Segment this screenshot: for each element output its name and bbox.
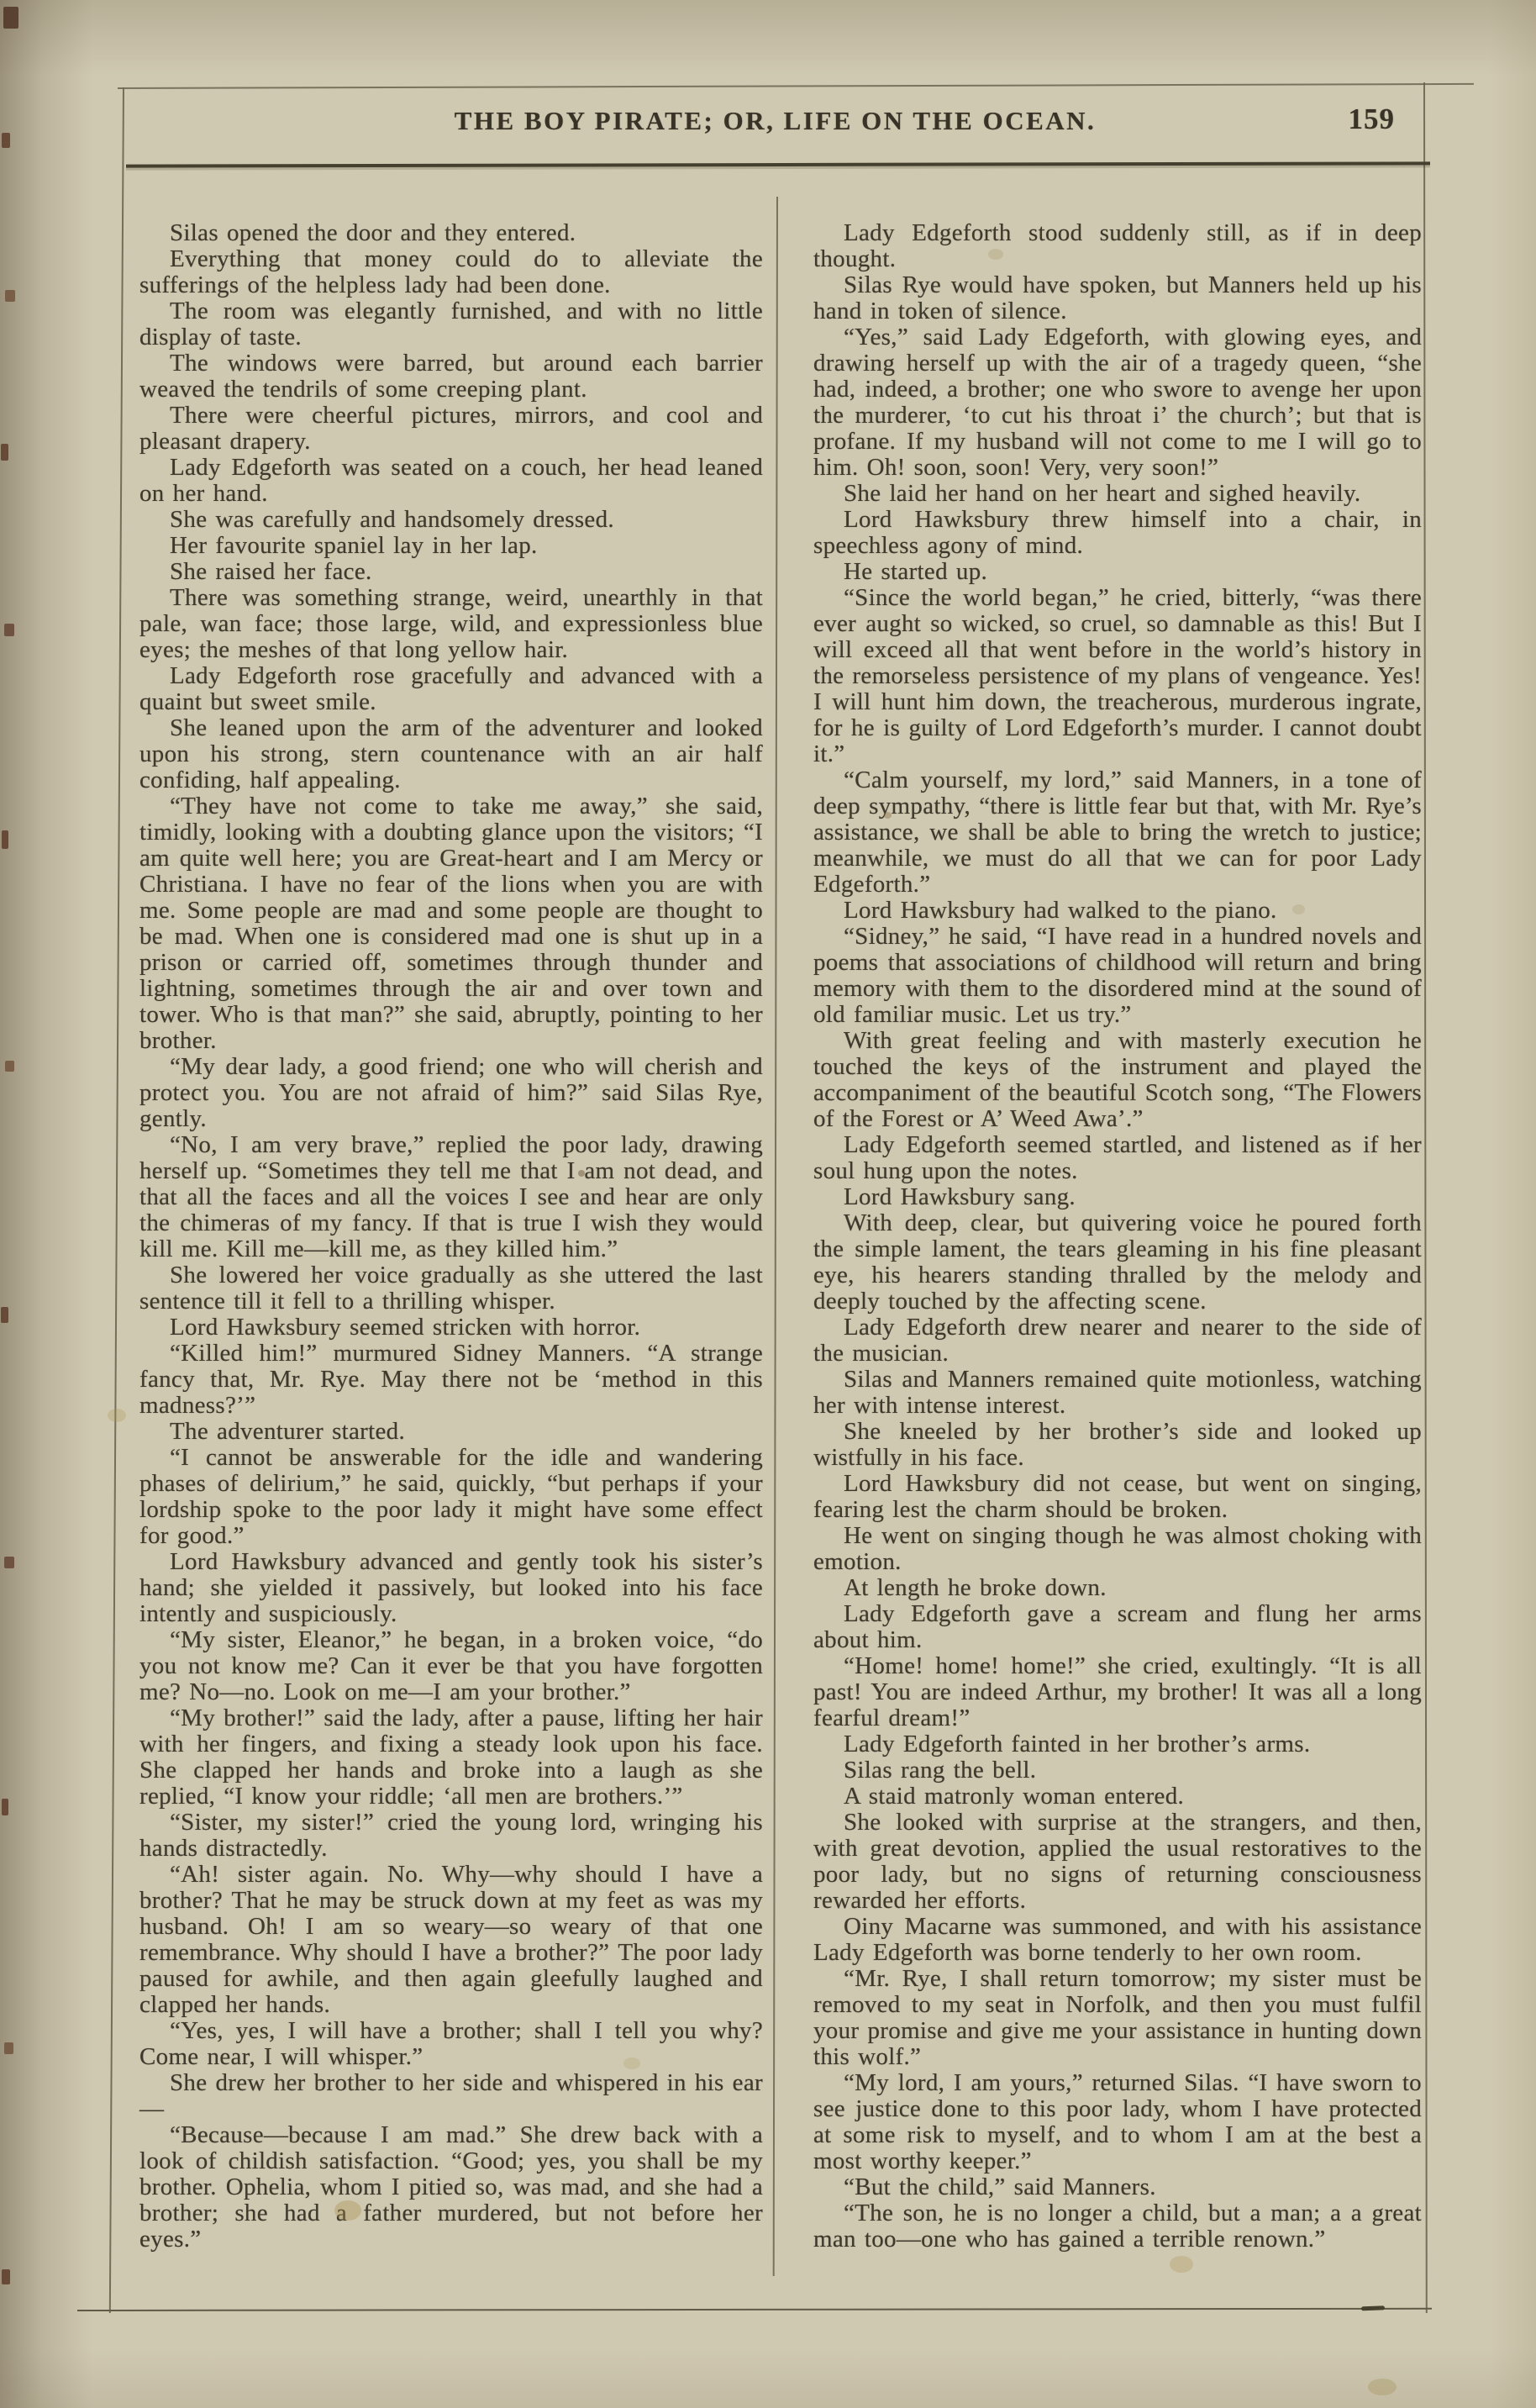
paragraph: “My brother!” said the lady, after a pause, lifting her hair with her fingers, and fixing a steady look upon his face. She clapped her hands and broke into a laugh as she replied, “I know your riddle; ‘all men are brothers.’”: [139, 1705, 763, 1810]
left-text-column: [139, 220, 763, 2253]
paragraph: Silas and Manners remained quite motionless, watching her with intense interest.: [813, 1366, 1422, 1419]
paragraph: She looked with surprise at the strangers, and then, with great devotion, applied the usual restoratives to the poor lady, but no signs of returning consciousness rewarded her efforts.: [813, 1809, 1422, 1914]
edge-mark: [4, 1557, 14, 1568]
paragraph: “No, I am very brave,” replied the poor lady, drawing herself up. “Sometimes they tell me that I am not dead, and that all the faces and all the voices I see and hear are only the chimeras of my fancy. If that is true I wish they would kill me. Kill me—kill me, as they killed him.”: [139, 1131, 763, 1262]
paragraph: At length he broke down.: [844, 1574, 1107, 1601]
paragraph: Her favourite spaniel lay in her lap.: [170, 532, 538, 559]
paragraph: Lady Edgeforth stood suddenly still, as if in deep thought.: [813, 219, 1422, 272]
paragraph: A staid matronly woman entered.: [844, 1783, 1185, 1810]
paragraph: Silas Rye would have spoken, but Manners held up his hand in token of silence.: [813, 271, 1422, 324]
edge-mark: [2, 830, 8, 849]
paragraph: “Home! home! home!” she cried, exultingly. “It is all past! You are indeed Arthur, my brother! It was all a long fearful dream!”: [813, 1652, 1422, 1731]
paragraph: “Sidney,” he said, “I have read in a hundred novels and poems that associations of childhood will return and bring memory with them to the disordered mind at the sound of old familiar music. Let us try.”: [813, 923, 1422, 1028]
paragraph: She laid her hand on her heart and sighed heavily.: [844, 480, 1361, 507]
paragraph: Lady Edgeforth fainted in her brother’s arms.: [844, 1731, 1311, 1757]
paragraph: The windows were barred, but around each barrier weaved the tendrils of some creeping plant.: [139, 350, 763, 403]
paragraph: Lord Hawksbury seemed stricken with horror.: [170, 1314, 641, 1341]
paragraph: “Yes,” said Lady Edgeforth, with glowing eyes, and drawing herself up with the air of a tragedy queen, “she had, indeed, a brother; one who swore to avenge her upon the murderer, ‘to cut his throat i’ the church’; but that is profane. If my husband will not come to me I will go to him. Oh! soon, soon! Very, very soon!”: [813, 324, 1422, 481]
paragraph: “Yes, yes, I will have a brother; shall I tell you why? Come near, I will whisper.”: [139, 2017, 763, 2070]
paragraph: Lord Hawksbury did not cease, but went on singing, fearing lest the charm should be broken.: [813, 1470, 1422, 1523]
right-text-column: [813, 220, 1422, 2253]
page-number: 159: [1348, 103, 1395, 135]
paragraph: The room was elegantly furnished, and with no little display of taste.: [139, 298, 763, 350]
paragraph: With great feeling and with masterly execution he touched the keys of the instrument and played the accompaniment of the beautiful Scotch song, “The Flowers of the Forest or A’ Weed Awa’.”: [813, 1027, 1422, 1132]
paragraph: Lord Hawksbury threw himself into a chair, in speechless agony of mind.: [813, 506, 1422, 559]
paragraph: Oiny Macarne was summoned, and with his assistance Lady Edgeforth was borne tenderly to her own room.: [813, 1913, 1422, 1966]
paragraph: “Sister, my sister!” cried the young lord, wringing his hands distractedly.: [139, 1809, 763, 1862]
paragraph: Lord Hawksbury advanced and gently took his sister’s hand; she yielded it passively, but looked into his face intently and suspiciously.: [139, 1548, 763, 1627]
edge-mark: [4, 2042, 13, 2054]
paragraph: “Since the world began,” he cried, bitterly, “was there ever aught so wicked, so cruel, so damnable as this! But I will exceed all that went before in the world’s history in the remorseless persistence of my plans of vengeance. Yes! I will hunt him down, the treacherous, murderous ingrate, for he is guilty of Lord Edgeforth’s murder. I cannot doubt it.”: [813, 584, 1422, 767]
paragraph: Silas opened the door and they entered.: [170, 219, 576, 246]
paragraph: “The son, he is no longer a child, but a man; a a great man too—one who has gained a terrible renown.”: [813, 2200, 1422, 2253]
paragraph: Lord Hawksbury sang.: [844, 1183, 1076, 1210]
paragraph: Lord Hawksbury had walked to the piano.: [844, 897, 1277, 924]
edge-mark: [1, 444, 8, 461]
edge-mark: [2, 2269, 10, 2284]
paragraph: She lowered her voice gradually as she uttered the last sentence till it fell to a thrilling whisper.: [139, 1262, 763, 1315]
edge-mark: [2, 133, 10, 148]
edge-mark: [5, 290, 15, 302]
paragraph: Lady Edgeforth was seated on a couch, her head leaned on her hand.: [139, 454, 763, 507]
paragraph: “Killed him!” murmured Sidney Manners. “A strange fancy that, Mr. Rye. May there not be ‘method in this madness?’”: [139, 1340, 763, 1419]
paragraph: “My sister, Eleanor,” he began, in a broken voice, “do you not know me? Can it ever be that you have forgotten me? No—no. Look on me—I am your brother.”: [139, 1626, 763, 1705]
running-head-title: THE BOY PIRATE; OR, LIFE ON THE OCEAN.: [454, 106, 1097, 135]
paragraph: There were cheerful pictures, mirrors, and cool and pleasant drapery.: [139, 402, 763, 455]
paragraph: He started up.: [844, 558, 988, 585]
paragraph: He went on singing though he was almost choking with emotion.: [813, 1522, 1422, 1575]
paragraph: There was something strange, weird, unearthly in that pale, wan face; those large, wild, and expressionless blue eyes; the meshes of that long yellow hair.: [139, 584, 763, 663]
paragraph: “My dear lady, a good friend; one who will cherish and protect you. You are not afraid of him?” said Silas Rye, gently.: [139, 1053, 763, 1132]
paragraph: “Because—because I am mad.” She drew back with a look of childish satisfaction. “Good; yes, you shall be my brother. Ophelia, whom I pitied so, was mad, and she had a brother; she had a father murdered, but not before her eyes.”: [139, 2121, 763, 2253]
paragraph: She leaned upon the arm of the adventurer and looked upon his strong, stern countenance with an air half confiding, half appealing.: [139, 714, 763, 793]
paragraph: Lady Edgeforth drew nearer and nearer to the side of the musician.: [813, 1314, 1422, 1367]
paragraph: The adventurer started.: [170, 1418, 406, 1445]
paragraph: Lady Edgeforth rose gracefully and advanced with a quaint but sweet smile.: [139, 662, 763, 715]
paragraph: She kneeled by her brother’s side and looked up wistfully in his face.: [813, 1418, 1422, 1471]
edge-mark: [5, 1061, 14, 1072]
paragraph: She drew her brother to her side and whispered in his ear—: [139, 2069, 763, 2122]
paragraph: “Mr. Rye, I shall return tomorrow; my sister must be removed to my seat in Norfolk, and then you must fulfil your promise and give me your assistance in hunting down this wolf.”: [813, 1965, 1422, 2070]
paragraph: “But the child,” said Manners.: [844, 2174, 1156, 2200]
paragraph: “I cannot be answerable for the idle and wandering phases of delirium,” he said, quickly, “but perhaps if your lordship spoke to the poor lady it might have some effect for good.”: [139, 1444, 763, 1549]
edge-mark: [2, 1799, 8, 1815]
edge-mark: [1, 1307, 8, 1323]
edge-mark: [4, 624, 14, 636]
paragraph: Lady Edgeforth seemed startled, and listened as if her soul hung upon the notes.: [813, 1131, 1422, 1184]
paragraph: She raised her face.: [170, 558, 372, 585]
paragraph: She was carefully and handsomely dressed.: [170, 506, 614, 533]
paragraph: With deep, clear, but quivering voice he poured forth the simple lament, the tears gleaming in his fine pleasant eye, his hearers standing thralled by the melody and deeply touched by the affecting scene.: [813, 1209, 1422, 1315]
paragraph: “Calm yourself, my lord,” said Manners, in a tone of deep sympathy, “there is little fear but that, with Mr. Rye’s assistance, we shall be able to bring the wretch to justice; meanwhile, we must do all that we can for poor Lady Edgeforth.”: [813, 767, 1422, 898]
edge-mark: [3, 7, 18, 29]
paragraph: “My lord, I am yours,” returned Silas. “I have sworn to see justice done to this poor lady, whom I have protected at some risk to myself, and to whom I am at the best a most worthy keeper.”: [813, 2069, 1422, 2174]
paragraph: “Ah! sister again. No. Why—why should I have a brother? That he may be struck down at my feet as was my husband. Oh! I am so weary—so weary of that one remembrance. Why should I have a brother?” The poor lady paused for awhile, and then again gleefully laughed and clapped her hands.: [139, 1861, 763, 2018]
paragraph: Silas rang the bell.: [844, 1757, 1037, 1784]
paragraph: Lady Edgeforth gave a scream and flung her arms about him.: [813, 1600, 1422, 1653]
paragraph: Everything that money could do to alleviate the sufferings of the helpless lady had been done.: [139, 245, 763, 298]
paragraph: “They have not come to take me away,” she said, timidly, looking with a doubting glance upon the visitors; “I am quite well here; you are Great-heart and I am Mercy or Christiana. I have no fear of the lions when you are with me. Some people are mad and some people are thought to be mad. When one is considered mad one is shut up in a prison or carried off, sometimes through thunder and lightning, sometimes through the air and over town and tower. Who is that man?” she said, abruptly, pointing to her brother.: [139, 793, 763, 1054]
